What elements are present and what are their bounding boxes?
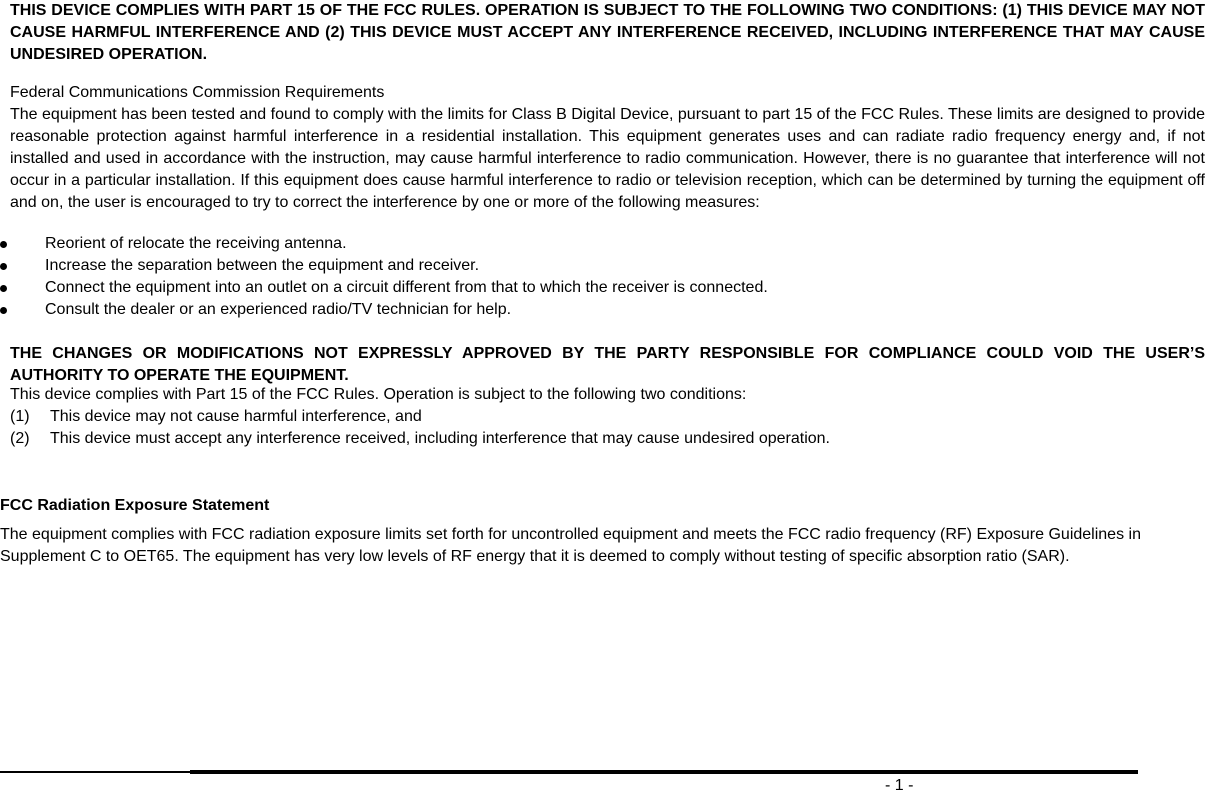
condition-marker: (2) [10,430,30,447]
measures-list [0,233,1205,321]
fcc-requirements-body: The equipment has been tested and found to comply with the limits for Class B Digital Device, pursuant to part 15 of the FCC Rules. These limits are designed to provide reasonable protection against harmful interference in a residential installation. This equipment generates uses and can radiate radio frequency energy and, if not installed and used in accordance with the instruction, may cause harmful interference to radio communication. However, there is no guarantee that interference will not occur in a particular installation. If this equipment does cause harmful interference to radio or television reception, which can be determined by turning the equipment off and on, the user is encouraged to try to correct the interference by one or more of the following measures: [10,106,1205,211]
part15-compliance-text: This device complies with Part 15 of the FCC Rules. Operation is subject to the following two conditions: [10,386,747,403]
footer-divider-thick [190,770,1138,774]
condition-text: This device must accept any interference received, including interference that may cause undesired operation. [50,430,830,447]
measure-text: Reorient of relocate the receiving antenna. [45,235,347,252]
condition-marker: (1) [10,408,30,425]
list-item [0,277,1205,299]
measure-text: Consult the dealer or an experienced radio/TV technician for help. [45,301,512,318]
rf-exposure-title: FCC Radiation Exposure Statement [0,497,270,514]
measure-text: Connect the equipment into an outlet on a circuit different from that to which the receiver is connected. [45,279,768,296]
bullet-icon [0,241,7,248]
rf-exposure-body: The equipment complies with FCC radiation exposure limits set forth for uncontrolled equipment and meets the FCC radio frequency (RF) Exposure Guidelines in Supplement C to OET65. The equipment has very low levels of RF energy that it is deemed to comply without testing of specific absorption ratio (SAR). [0,526,1141,565]
fcc-requirements-title: Federal Communications Commission Requirements [10,84,385,101]
list-item [0,299,1205,321]
condition-text: This device may not cause harmful interference, and [50,408,422,425]
compliance-statement: THIS DEVICE COMPLIES WITH PART 15 OF THE FCC RULES. OPERATION IS SUBJECT TO THE FOLLOWING TWO CONDITIONS: (1) THIS DEVICE MAY NOT CAUSE HARMFUL INTERFERENCE AND (2) THIS DEVICE MUST ACCEPT ANY INTERFERENCE RECEIVED, INCLUDING INTERFERENCE THAT MAY CAUSE UNDESIRED OPERATION. [10,2,1205,63]
list-item [10,428,1205,450]
modifications-warning: THE CHANGES OR MODIFICATIONS NOT EXPRESSLY APPROVED BY THE PARTY RESPONSIBLE FOR COMPLIANCE COULD VOID THE USER’S AUTHORITY TO OPERATE THE EQUIPMENT. [10,345,1205,384]
bullet-icon [0,263,7,270]
measure-text: Increase the separation between the equipment and receiver. [45,257,480,274]
conditions-list [10,406,1205,450]
list-item [10,406,1205,428]
list-item [0,233,1205,255]
page-number: - 1 - [885,777,914,794]
bullet-icon [0,307,7,314]
bullet-icon [0,285,7,292]
list-item [0,255,1205,277]
